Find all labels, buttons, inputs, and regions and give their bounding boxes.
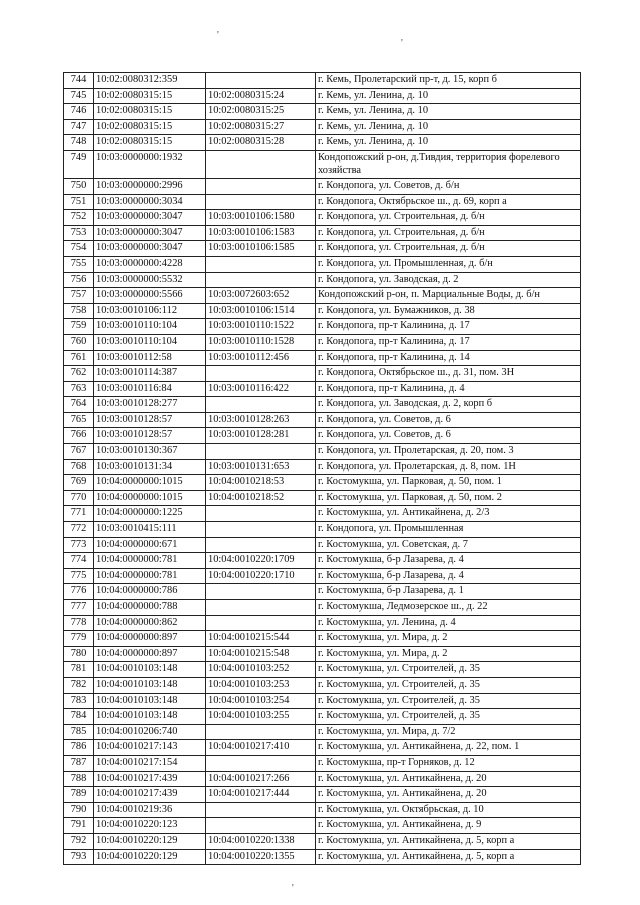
cadastral-number-cell: 10:03:0010131:34 bbox=[94, 459, 206, 475]
address-cell: г. Костомукша, ул. Ленина, д. 4 bbox=[316, 615, 581, 631]
table-row bbox=[64, 771, 581, 787]
row-number-cell: 750 bbox=[64, 178, 94, 194]
row-number-cell: 785 bbox=[64, 724, 94, 740]
row-number-cell: 745 bbox=[64, 88, 94, 104]
table-row bbox=[64, 104, 581, 120]
sub-cadastral-number-cell: 10:04:0010103:255 bbox=[206, 709, 316, 725]
address-cell: Кондопожский р-он, д.Тивдия, территория форелевого хозяйства bbox=[316, 150, 581, 178]
address-cell: г. Кондопога, ул. Пролетарская, д. 8, пом. 1Н bbox=[316, 459, 581, 475]
address-cell: г. Кондопога, Октябрьское ш., д. 31, пом. 3Н bbox=[316, 366, 581, 382]
address-cell: г. Костомукша, б-р Лазарева, д. 4 bbox=[316, 568, 581, 584]
property-table bbox=[63, 72, 581, 865]
address-cell: г. Кондопога, ул. Промышленная, д. б/н bbox=[316, 256, 581, 272]
row-number-cell: 774 bbox=[64, 553, 94, 569]
sub-cadastral-number-cell bbox=[206, 73, 316, 89]
cadastral-number-cell: 10:04:0000000:1015 bbox=[94, 475, 206, 491]
address-cell: г. Кондопога, Октябрьское ш., д. 69, корп а bbox=[316, 194, 581, 210]
table-row bbox=[64, 459, 581, 475]
address-cell: г. Костомукша, ул. Антикайнена, д. 22, пом. 1 bbox=[316, 740, 581, 756]
row-number-cell: 746 bbox=[64, 104, 94, 120]
row-number-cell: 791 bbox=[64, 818, 94, 834]
cadastral-number-cell: 10:04:0010103:148 bbox=[94, 709, 206, 725]
cadastral-number-cell: 10:02:0080315:15 bbox=[94, 135, 206, 151]
address-cell: г. Костомукша, б-р Лазарева, д. 1 bbox=[316, 584, 581, 600]
sub-cadastral-number-cell bbox=[206, 150, 316, 178]
sub-cadastral-number-cell: 10:04:0010220:1710 bbox=[206, 568, 316, 584]
cadastral-number-cell: 10:04:0010103:148 bbox=[94, 662, 206, 678]
address-cell: г. Кондопога, пр-т Калинина, д. 14 bbox=[316, 350, 581, 366]
cadastral-number-cell: 10:04:0000000:1225 bbox=[94, 506, 206, 522]
sub-cadastral-number-cell: 10:03:0010106:1585 bbox=[206, 241, 316, 257]
table-row bbox=[64, 350, 581, 366]
address-cell: г. Кондопога, ул. Советов, д. 6 bbox=[316, 428, 581, 444]
sub-cadastral-number-cell: 10:04:0010215:544 bbox=[206, 631, 316, 647]
cadastral-number-cell: 10:03:0010114:387 bbox=[94, 366, 206, 382]
property-table-body bbox=[64, 73, 581, 865]
sub-cadastral-number-cell: 10:03:0010110:1522 bbox=[206, 319, 316, 335]
cadastral-number-cell: 10:04:0010103:148 bbox=[94, 693, 206, 709]
table-row bbox=[64, 818, 581, 834]
cadastral-number-cell: 10:03:0010110:104 bbox=[94, 319, 206, 335]
cadastral-number-cell: 10:03:0010128:57 bbox=[94, 412, 206, 428]
cadastral-number-cell: 10:04:0010217:439 bbox=[94, 787, 206, 803]
address-cell: г. Костомукша, ул. Мира, д. 2 bbox=[316, 631, 581, 647]
row-number-cell: 781 bbox=[64, 662, 94, 678]
cadastral-number-cell: 10:03:0010128:57 bbox=[94, 428, 206, 444]
row-number-cell: 749 bbox=[64, 150, 94, 178]
sub-cadastral-number-cell: 10:03:0010128:263 bbox=[206, 412, 316, 428]
scan-mark: ' bbox=[217, 30, 219, 41]
row-number-cell: 772 bbox=[64, 522, 94, 538]
table-row bbox=[64, 241, 581, 257]
cadastral-number-cell: 10:03:0010128:277 bbox=[94, 397, 206, 413]
address-cell: г. Костомукша, ул. Парковая, д. 50, пом. 1 bbox=[316, 475, 581, 491]
sub-cadastral-number-cell bbox=[206, 522, 316, 538]
row-number-cell: 773 bbox=[64, 537, 94, 553]
table-row bbox=[64, 553, 581, 569]
table-row bbox=[64, 755, 581, 771]
cadastral-number-cell: 10:03:0000000:4228 bbox=[94, 256, 206, 272]
cadastral-number-cell: 10:04:0010220:129 bbox=[94, 849, 206, 865]
address-cell: г. Кондопога, ул. Строительная, д. б/н bbox=[316, 225, 581, 241]
address-cell: г. Костомукша, ул. Парковая, д. 50, пом. 2 bbox=[316, 490, 581, 506]
sub-cadastral-number-cell: 10:04:0010103:254 bbox=[206, 693, 316, 709]
sub-cadastral-number-cell: 10:04:0010215:548 bbox=[206, 646, 316, 662]
table-row bbox=[64, 849, 581, 865]
table-row bbox=[64, 412, 581, 428]
address-cell: г. Костомукша, ул. Антикайнена, д. 5, корп а bbox=[316, 849, 581, 865]
address-cell: г. Кондопога, пр-т Калинина, д. 4 bbox=[316, 381, 581, 397]
sub-cadastral-number-cell: 10:04:0010218:52 bbox=[206, 490, 316, 506]
row-number-cell: 793 bbox=[64, 849, 94, 865]
sub-cadastral-number-cell bbox=[206, 600, 316, 616]
cadastral-number-cell: 10:04:0000000:788 bbox=[94, 600, 206, 616]
table-row bbox=[64, 381, 581, 397]
cadastral-number-cell: 10:02:0080315:15 bbox=[94, 88, 206, 104]
table-row bbox=[64, 709, 581, 725]
sub-cadastral-number-cell: 10:02:0080315:28 bbox=[206, 135, 316, 151]
scan-mark: ' bbox=[292, 883, 294, 894]
table-row bbox=[64, 272, 581, 288]
cadastral-number-cell: 10:04:0010217:439 bbox=[94, 771, 206, 787]
sub-cadastral-number-cell bbox=[206, 724, 316, 740]
row-number-cell: 758 bbox=[64, 303, 94, 319]
sub-cadastral-number-cell bbox=[206, 178, 316, 194]
cadastral-number-cell: 10:04:0000000:1015 bbox=[94, 490, 206, 506]
cadastral-number-cell: 10:04:0010103:148 bbox=[94, 677, 206, 693]
table-row bbox=[64, 88, 581, 104]
row-number-cell: 759 bbox=[64, 319, 94, 335]
address-cell: г. Кондопога, ул. Советов, д. б/н bbox=[316, 178, 581, 194]
table-row bbox=[64, 506, 581, 522]
sub-cadastral-number-cell: 10:03:0010110:1528 bbox=[206, 334, 316, 350]
address-cell: г. Костомукша, ул. Антикайнена, д. 5, корп а bbox=[316, 833, 581, 849]
sub-cadastral-number-cell: 10:03:0010116:422 bbox=[206, 381, 316, 397]
cadastral-number-cell: 10:03:0010112:58 bbox=[94, 350, 206, 366]
sub-cadastral-number-cell: 10:04:0010220:1338 bbox=[206, 833, 316, 849]
sub-cadastral-number-cell bbox=[206, 256, 316, 272]
row-number-cell: 778 bbox=[64, 615, 94, 631]
sub-cadastral-number-cell bbox=[206, 537, 316, 553]
address-cell: г. Кемь, ул. Ленина, д. 10 bbox=[316, 88, 581, 104]
address-cell: г. Кемь, ул. Ленина, д. 10 bbox=[316, 119, 581, 135]
cadastral-number-cell: 10:03:0010130:367 bbox=[94, 444, 206, 460]
cadastral-number-cell: 10:03:0000000:3047 bbox=[94, 241, 206, 257]
row-number-cell: 765 bbox=[64, 412, 94, 428]
row-number-cell: 790 bbox=[64, 802, 94, 818]
address-cell: г. Кондопога, ул. Строительная, д. б/н bbox=[316, 241, 581, 257]
table-row bbox=[64, 288, 581, 304]
table-row bbox=[64, 787, 581, 803]
row-number-cell: 788 bbox=[64, 771, 94, 787]
sub-cadastral-number-cell bbox=[206, 584, 316, 600]
cadastral-number-cell: 10:04:0010206:740 bbox=[94, 724, 206, 740]
table-row bbox=[64, 475, 581, 491]
address-cell: г. Костомукша, ул. Строителей, д. 35 bbox=[316, 709, 581, 725]
table-row bbox=[64, 150, 581, 178]
address-cell: г. Костомукша, ул. Антикайнена, д. 20 bbox=[316, 787, 581, 803]
address-cell: г. Костомукша, ул. Строителей, д. 35 bbox=[316, 693, 581, 709]
row-number-cell: 751 bbox=[64, 194, 94, 210]
table-row bbox=[64, 490, 581, 506]
address-cell: Кондопожский р-он, п. Марциальные Воды, д. б/н bbox=[316, 288, 581, 304]
table-row bbox=[64, 615, 581, 631]
sub-cadastral-number-cell: 10:04:0010217:444 bbox=[206, 787, 316, 803]
row-number-cell: 777 bbox=[64, 600, 94, 616]
row-number-cell: 775 bbox=[64, 568, 94, 584]
row-number-cell: 767 bbox=[64, 444, 94, 460]
row-number-cell: 786 bbox=[64, 740, 94, 756]
row-number-cell: 752 bbox=[64, 210, 94, 226]
address-cell: г. Кондопога, ул. Советов, д. 6 bbox=[316, 412, 581, 428]
cadastral-number-cell: 10:04:0000000:781 bbox=[94, 568, 206, 584]
table-row bbox=[64, 740, 581, 756]
sub-cadastral-number-cell: 10:03:0010112:456 bbox=[206, 350, 316, 366]
row-number-cell: 747 bbox=[64, 119, 94, 135]
sub-cadastral-number-cell: 10:03:0072603:652 bbox=[206, 288, 316, 304]
address-cell: г. Кондопога, ул. Заводская, д. 2, корп б bbox=[316, 397, 581, 413]
address-cell: г. Костомукша, ул. Мира, д. 2 bbox=[316, 646, 581, 662]
table-row bbox=[64, 568, 581, 584]
row-number-cell: 764 bbox=[64, 397, 94, 413]
address-cell: г. Кондопога, ул. Заводская, д. 2 bbox=[316, 272, 581, 288]
address-cell: г. Кондопога, ул. Строительная, д. б/н bbox=[316, 210, 581, 226]
table-row bbox=[64, 833, 581, 849]
sub-cadastral-number-cell bbox=[206, 802, 316, 818]
row-number-cell: 753 bbox=[64, 225, 94, 241]
table-row bbox=[64, 802, 581, 818]
table-row bbox=[64, 646, 581, 662]
address-cell: г. Костомукша, ул. Советская, д. 7 bbox=[316, 537, 581, 553]
address-cell: г. Кондопога, ул. Бумажников, д. 38 bbox=[316, 303, 581, 319]
table-row bbox=[64, 178, 581, 194]
address-cell: г. Костомукша, ул. Мира, д. 7/2 bbox=[316, 724, 581, 740]
row-number-cell: 787 bbox=[64, 755, 94, 771]
address-cell: г. Костомукша, ул. Октябрьская, д. 10 bbox=[316, 802, 581, 818]
address-cell: г. Костомукша, Ледмозерское ш., д. 22 bbox=[316, 600, 581, 616]
sub-cadastral-number-cell: 10:03:0010131:653 bbox=[206, 459, 316, 475]
sub-cadastral-number-cell: 10:03:0010106:1514 bbox=[206, 303, 316, 319]
table-row bbox=[64, 119, 581, 135]
address-cell: г. Костомукша, пр-т Горняков, д. 12 bbox=[316, 755, 581, 771]
row-number-cell: 754 bbox=[64, 241, 94, 257]
address-cell: г. Костомукша, б-р Лазарева, д. 4 bbox=[316, 553, 581, 569]
table-row bbox=[64, 677, 581, 693]
sub-cadastral-number-cell: 10:04:0010220:1709 bbox=[206, 553, 316, 569]
address-cell: г. Кондопога, пр-т Калинина, д. 17 bbox=[316, 334, 581, 350]
cadastral-number-cell: 10:03:0010106:112 bbox=[94, 303, 206, 319]
address-cell: г. Кондопога, ул. Промышленная bbox=[316, 522, 581, 538]
table-row bbox=[64, 397, 581, 413]
table-row bbox=[64, 225, 581, 241]
cadastral-number-cell: 10:03:0010116:84 bbox=[94, 381, 206, 397]
row-number-cell: 784 bbox=[64, 709, 94, 725]
address-cell: г. Кондопога, ул. Пролетарская, д. 20, пом. 3 bbox=[316, 444, 581, 460]
sub-cadastral-number-cell: 10:04:0010103:253 bbox=[206, 677, 316, 693]
sub-cadastral-number-cell bbox=[206, 615, 316, 631]
row-number-cell: 760 bbox=[64, 334, 94, 350]
row-number-cell: 755 bbox=[64, 256, 94, 272]
table-row bbox=[64, 334, 581, 350]
cadastral-number-cell: 10:03:0000000:3047 bbox=[94, 225, 206, 241]
cadastral-number-cell: 10:04:0000000:781 bbox=[94, 553, 206, 569]
sub-cadastral-number-cell bbox=[206, 755, 316, 771]
cadastral-number-cell: 10:04:0000000:862 bbox=[94, 615, 206, 631]
row-number-cell: 771 bbox=[64, 506, 94, 522]
table-row bbox=[64, 319, 581, 335]
row-number-cell: 769 bbox=[64, 475, 94, 491]
table-row bbox=[64, 662, 581, 678]
cadastral-number-cell: 10:02:0080315:15 bbox=[94, 104, 206, 120]
row-number-cell: 779 bbox=[64, 631, 94, 647]
row-number-cell: 776 bbox=[64, 584, 94, 600]
sub-cadastral-number-cell: 10:04:0010217:410 bbox=[206, 740, 316, 756]
row-number-cell: 768 bbox=[64, 459, 94, 475]
row-number-cell: 770 bbox=[64, 490, 94, 506]
cadastral-number-cell: 10:04:0010219:36 bbox=[94, 802, 206, 818]
cadastral-number-cell: 10:03:0000000:2996 bbox=[94, 178, 206, 194]
cadastral-number-cell: 10:04:0010220:129 bbox=[94, 833, 206, 849]
sub-cadastral-number-cell: 10:03:0010106:1583 bbox=[206, 225, 316, 241]
sub-cadastral-number-cell: 10:04:0010217:266 bbox=[206, 771, 316, 787]
row-number-cell: 744 bbox=[64, 73, 94, 89]
address-cell: г. Кемь, ул. Ленина, д. 10 bbox=[316, 104, 581, 120]
sub-cadastral-number-cell: 10:04:0010103:252 bbox=[206, 662, 316, 678]
table-row bbox=[64, 366, 581, 382]
table-row bbox=[64, 444, 581, 460]
table-row bbox=[64, 724, 581, 740]
sub-cadastral-number-cell bbox=[206, 506, 316, 522]
cadastral-number-cell: 10:03:0000000:5566 bbox=[94, 288, 206, 304]
row-number-cell: 757 bbox=[64, 288, 94, 304]
table-row bbox=[64, 194, 581, 210]
table-row bbox=[64, 210, 581, 226]
cadastral-number-cell: 10:03:0010110:104 bbox=[94, 334, 206, 350]
row-number-cell: 782 bbox=[64, 677, 94, 693]
cadastral-number-cell: 10:02:0080312:359 bbox=[94, 73, 206, 89]
table-row bbox=[64, 522, 581, 538]
row-number-cell: 766 bbox=[64, 428, 94, 444]
cadastral-number-cell: 10:03:0010415:111 bbox=[94, 522, 206, 538]
address-cell: г. Костомукша, ул. Строителей, д. 35 bbox=[316, 662, 581, 678]
address-cell: г. Кондопога, пр-т Калинина, д. 17 bbox=[316, 319, 581, 335]
table-row bbox=[64, 537, 581, 553]
sub-cadastral-number-cell bbox=[206, 397, 316, 413]
sub-cadastral-number-cell: 10:02:0080315:25 bbox=[206, 104, 316, 120]
cadastral-number-cell: 10:04:0010220:123 bbox=[94, 818, 206, 834]
sub-cadastral-number-cell bbox=[206, 366, 316, 382]
row-number-cell: 748 bbox=[64, 135, 94, 151]
table-row bbox=[64, 693, 581, 709]
cadastral-number-cell: 10:04:0000000:786 bbox=[94, 584, 206, 600]
sub-cadastral-number-cell: 10:04:0010220:1355 bbox=[206, 849, 316, 865]
address-cell: г. Костомукша, ул. Антикайнена, д. 2/3 bbox=[316, 506, 581, 522]
row-number-cell: 789 bbox=[64, 787, 94, 803]
cadastral-number-cell: 10:03:0000000:3047 bbox=[94, 210, 206, 226]
cadastral-number-cell: 10:04:0000000:897 bbox=[94, 646, 206, 662]
cadastral-number-cell: 10:04:0000000:897 bbox=[94, 631, 206, 647]
row-number-cell: 783 bbox=[64, 693, 94, 709]
cadastral-number-cell: 10:03:0000000:3034 bbox=[94, 194, 206, 210]
sub-cadastral-number-cell: 10:04:0010218:53 bbox=[206, 475, 316, 491]
row-number-cell: 756 bbox=[64, 272, 94, 288]
row-number-cell: 763 bbox=[64, 381, 94, 397]
sub-cadastral-number-cell bbox=[206, 194, 316, 210]
table-row bbox=[64, 428, 581, 444]
cadastral-number-cell: 10:03:0000000:1932 bbox=[94, 150, 206, 178]
sub-cadastral-number-cell: 10:02:0080315:24 bbox=[206, 88, 316, 104]
address-cell: г. Кемь, Пролетарский пр-т, д. 15, корп б bbox=[316, 73, 581, 89]
table-row bbox=[64, 135, 581, 151]
sub-cadastral-number-cell: 10:02:0080315:27 bbox=[206, 119, 316, 135]
cadastral-number-cell: 10:04:0010217:143 bbox=[94, 740, 206, 756]
sub-cadastral-number-cell bbox=[206, 272, 316, 288]
sub-cadastral-number-cell: 10:03:0010128:281 bbox=[206, 428, 316, 444]
table-row bbox=[64, 256, 581, 272]
cadastral-number-cell: 10:04:0010217:154 bbox=[94, 755, 206, 771]
table-row bbox=[64, 73, 581, 89]
table-row bbox=[64, 600, 581, 616]
address-cell: г. Кемь, ул. Ленина, д. 10 bbox=[316, 135, 581, 151]
sub-cadastral-number-cell bbox=[206, 444, 316, 460]
cadastral-number-cell: 10:02:0080315:15 bbox=[94, 119, 206, 135]
row-number-cell: 762 bbox=[64, 366, 94, 382]
sub-cadastral-number-cell bbox=[206, 818, 316, 834]
row-number-cell: 761 bbox=[64, 350, 94, 366]
table-row bbox=[64, 584, 581, 600]
cadastral-number-cell: 10:03:0000000:5532 bbox=[94, 272, 206, 288]
sub-cadastral-number-cell: 10:03:0010106:1580 bbox=[206, 210, 316, 226]
cadastral-number-cell: 10:04:0000000:671 bbox=[94, 537, 206, 553]
row-number-cell: 792 bbox=[64, 833, 94, 849]
table-row bbox=[64, 631, 581, 647]
address-cell: г. Костомукша, ул. Антикайнена, д. 9 bbox=[316, 818, 581, 834]
table-row bbox=[64, 303, 581, 319]
address-cell: г. Костомукша, ул. Строителей, д. 35 bbox=[316, 677, 581, 693]
row-number-cell: 780 bbox=[64, 646, 94, 662]
address-cell: г. Костомукша, ул. Антикайнена, д. 20 bbox=[316, 771, 581, 787]
scan-mark: ' bbox=[401, 38, 403, 49]
